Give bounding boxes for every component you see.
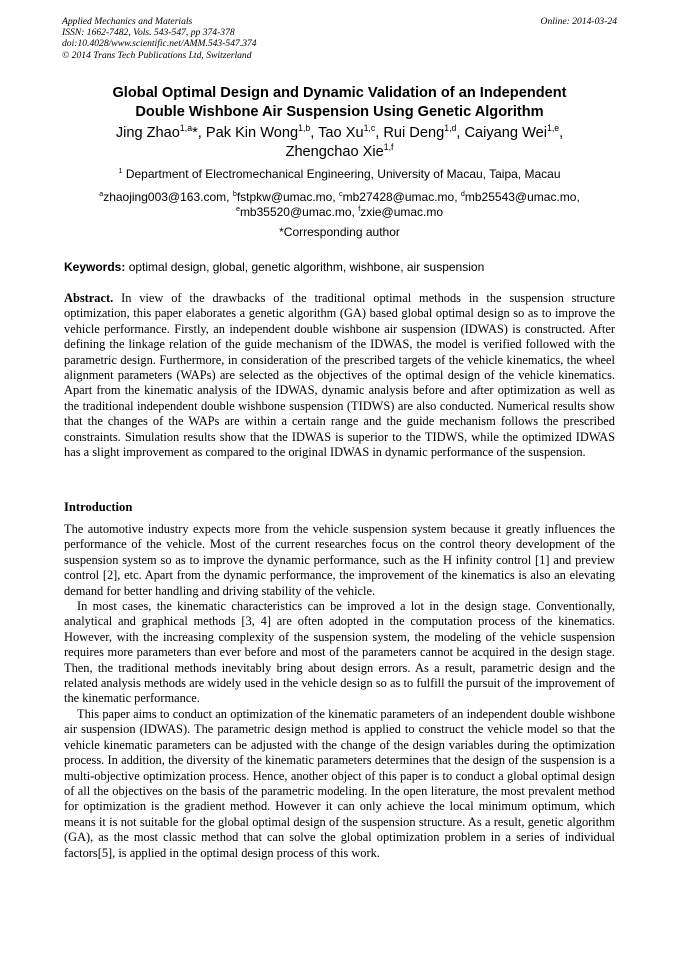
abstract bbox=[64, 291, 615, 460]
email-link[interactable]: $^a$zhaojing003@163.com bbox=[99, 189, 227, 204]
corresponding-author-note: *Corresponding author bbox=[279, 225, 400, 239]
email-list: $^a$zhaojing003@163.com, $^b$fstpkw@umac.mo, $^c$mb27428@umac.mo, $^d$mb25543@umac.mo, $^e$mb35520@umac.mo, $^f$zxie@umac.mo bbox=[99, 189, 580, 219]
email-link[interactable]: $^f$zxie@umac.mo bbox=[358, 203, 444, 219]
abstract-text: In view of the drawbacks of the traditional optimal methods in the suspension structure optimization, this paper elaborates a genetic algorithm (GA) based global optimal design so as to improve the vehicle performance. Firstly, an independent double wishbone air suspension (IDWAS) is constructed. After defining the linkage relation of the guide mechanism of the IDWAS, the model is verified followed with the parametric design. Furthermore, in consideration of the prescribed targets of the vehicle kinematics, the wheel alignment parameters (WAPs) are selected as the objectives of the optimal design of the vehicle kinematics. Apart from the kinematic analysis of the IDWAS, dynamic analysis before and after optimization as well as the traditional independent double wishbone suspension (TIDWS) are also conducted. Numerical results show that the changes of the WAPs are within a certain range and the guide mechanism follows the prescribed constraints. Simulation results show that the IDWAS is superior to the TIDWS, while the optimized IDWAS has a slight improvement as compared to the original IDWAS in dynamic performance of the suspension. bbox=[64, 291, 615, 460]
introduction-body bbox=[64, 522, 615, 861]
paragraph: This paper aims to conduct an optimization of the kinematic parameters of an independent double wishbone air suspension (IDWAS). The parametric design method is applied to construct the vehicle model so that the vehicle kinematic parameters can be adjusted with the change of the design variables during the optimization process. In addition, the diversity of the kinematic parameters determines that the design of the suspension is a multi-objective optimization process. Hence, another object of this paper is to conduct a global optimal design of all the objectives on the basis of the parametric modeling. In the open literature, the most prevalent method for optimization is the gradient method. However it can only achieve the local minimum optimum, which means it is not suitable for the global optimal design of the suspension structure. As a result, genetic algorithm (GA), as the most classic method that can solve the global optimization problem in a series of individual factors[5], is applied in the optimal design process of this work. bbox=[64, 706, 615, 860]
author: Zhengchao Xie$^{1,f}$ bbox=[285, 142, 394, 160]
abstract-label: Abstract. bbox=[64, 291, 114, 305]
author: Jing Zhao$^{1,a}$*, bbox=[115, 123, 206, 141]
title-line-1: Global Optimal Design and Dynamic Validation of an Independent bbox=[112, 85, 567, 101]
author: Rui Deng$^{1,d}$, bbox=[383, 123, 465, 141]
author: Caiyang Wei$^{1,e}$, bbox=[464, 123, 564, 141]
paragraph: The automotive industry expects more from the vehicle suspension system because it greatly influences the performance of the vehicle. Most of the current researches focus on the control theory development of the suspension system so as to improve the dynamic performance, such as the H infinity control [1] and preview control [2], etc. Apart from the dynamic performance, the improvement of the kinematics is also an elevating demand for better handling and driving stability of the vehicle. bbox=[64, 522, 615, 598]
doi-line: doi:10.4028/www.scientific.net/AMM.543-547.374 bbox=[62, 38, 257, 50]
introduction-heading: Introduction bbox=[64, 500, 133, 514]
email-link[interactable]: $^d$mb25543@umac.mo bbox=[460, 189, 577, 204]
keywords-text: optimal design, global, genetic algorithm, wishbone, air suspension bbox=[128, 260, 485, 274]
issn-line: ISSN: 1662-7482, Vols. 543-547, pp 374-378 bbox=[62, 27, 235, 39]
author-list bbox=[62, 124, 617, 162]
title-line-2: Double Wishbone Air Suspension Using Genetic Algorithm bbox=[135, 104, 544, 120]
author: Pak Kin Wong$^{1,b}$, bbox=[205, 123, 319, 141]
paper-title bbox=[62, 84, 617, 122]
email-link[interactable]: $^e$mb35520@umac.mo bbox=[235, 203, 352, 219]
journal-header bbox=[62, 16, 617, 61]
email-link[interactable]: $^c$mb27428@umac.mo bbox=[339, 189, 455, 204]
paragraph: In most cases, the kinematic characteristics can be improved a lot in the design stage. Conventionally, analytical and graphical methods [3, 4] are often adopted in the computation process of the kinematics. However, with the increasing complexity of the suspension system, the modeling of the vehicle suspension requires more parameters than ever before and most of the parameters cannot be acquired in the design stage. Then, the traditional methods inevitably bring about design errors. As a result, parametric design and the related analysis methods are widely used in the vehicle design so as to fulfill the pursuit of the improvement of the kinematic performance. bbox=[64, 599, 615, 706]
affiliation: $^1$ Department of Electromechanical Engineering, University of Macau, Taipa, Macau bbox=[118, 166, 561, 181]
keywords-label: Keywords: bbox=[64, 260, 126, 274]
author: Tao Xu$^{1,c}$, bbox=[318, 123, 384, 141]
keywords bbox=[64, 260, 619, 275]
journal-name: Applied Mechanics and Materials bbox=[62, 16, 193, 27]
email-link[interactable]: $^b$fstpkw@umac.mo bbox=[232, 189, 333, 204]
copyright-line: © 2014 Trans Tech Publications Ltd, Switzerland bbox=[62, 49, 252, 61]
online-date: Online: 2014-03-24 bbox=[540, 16, 617, 27]
